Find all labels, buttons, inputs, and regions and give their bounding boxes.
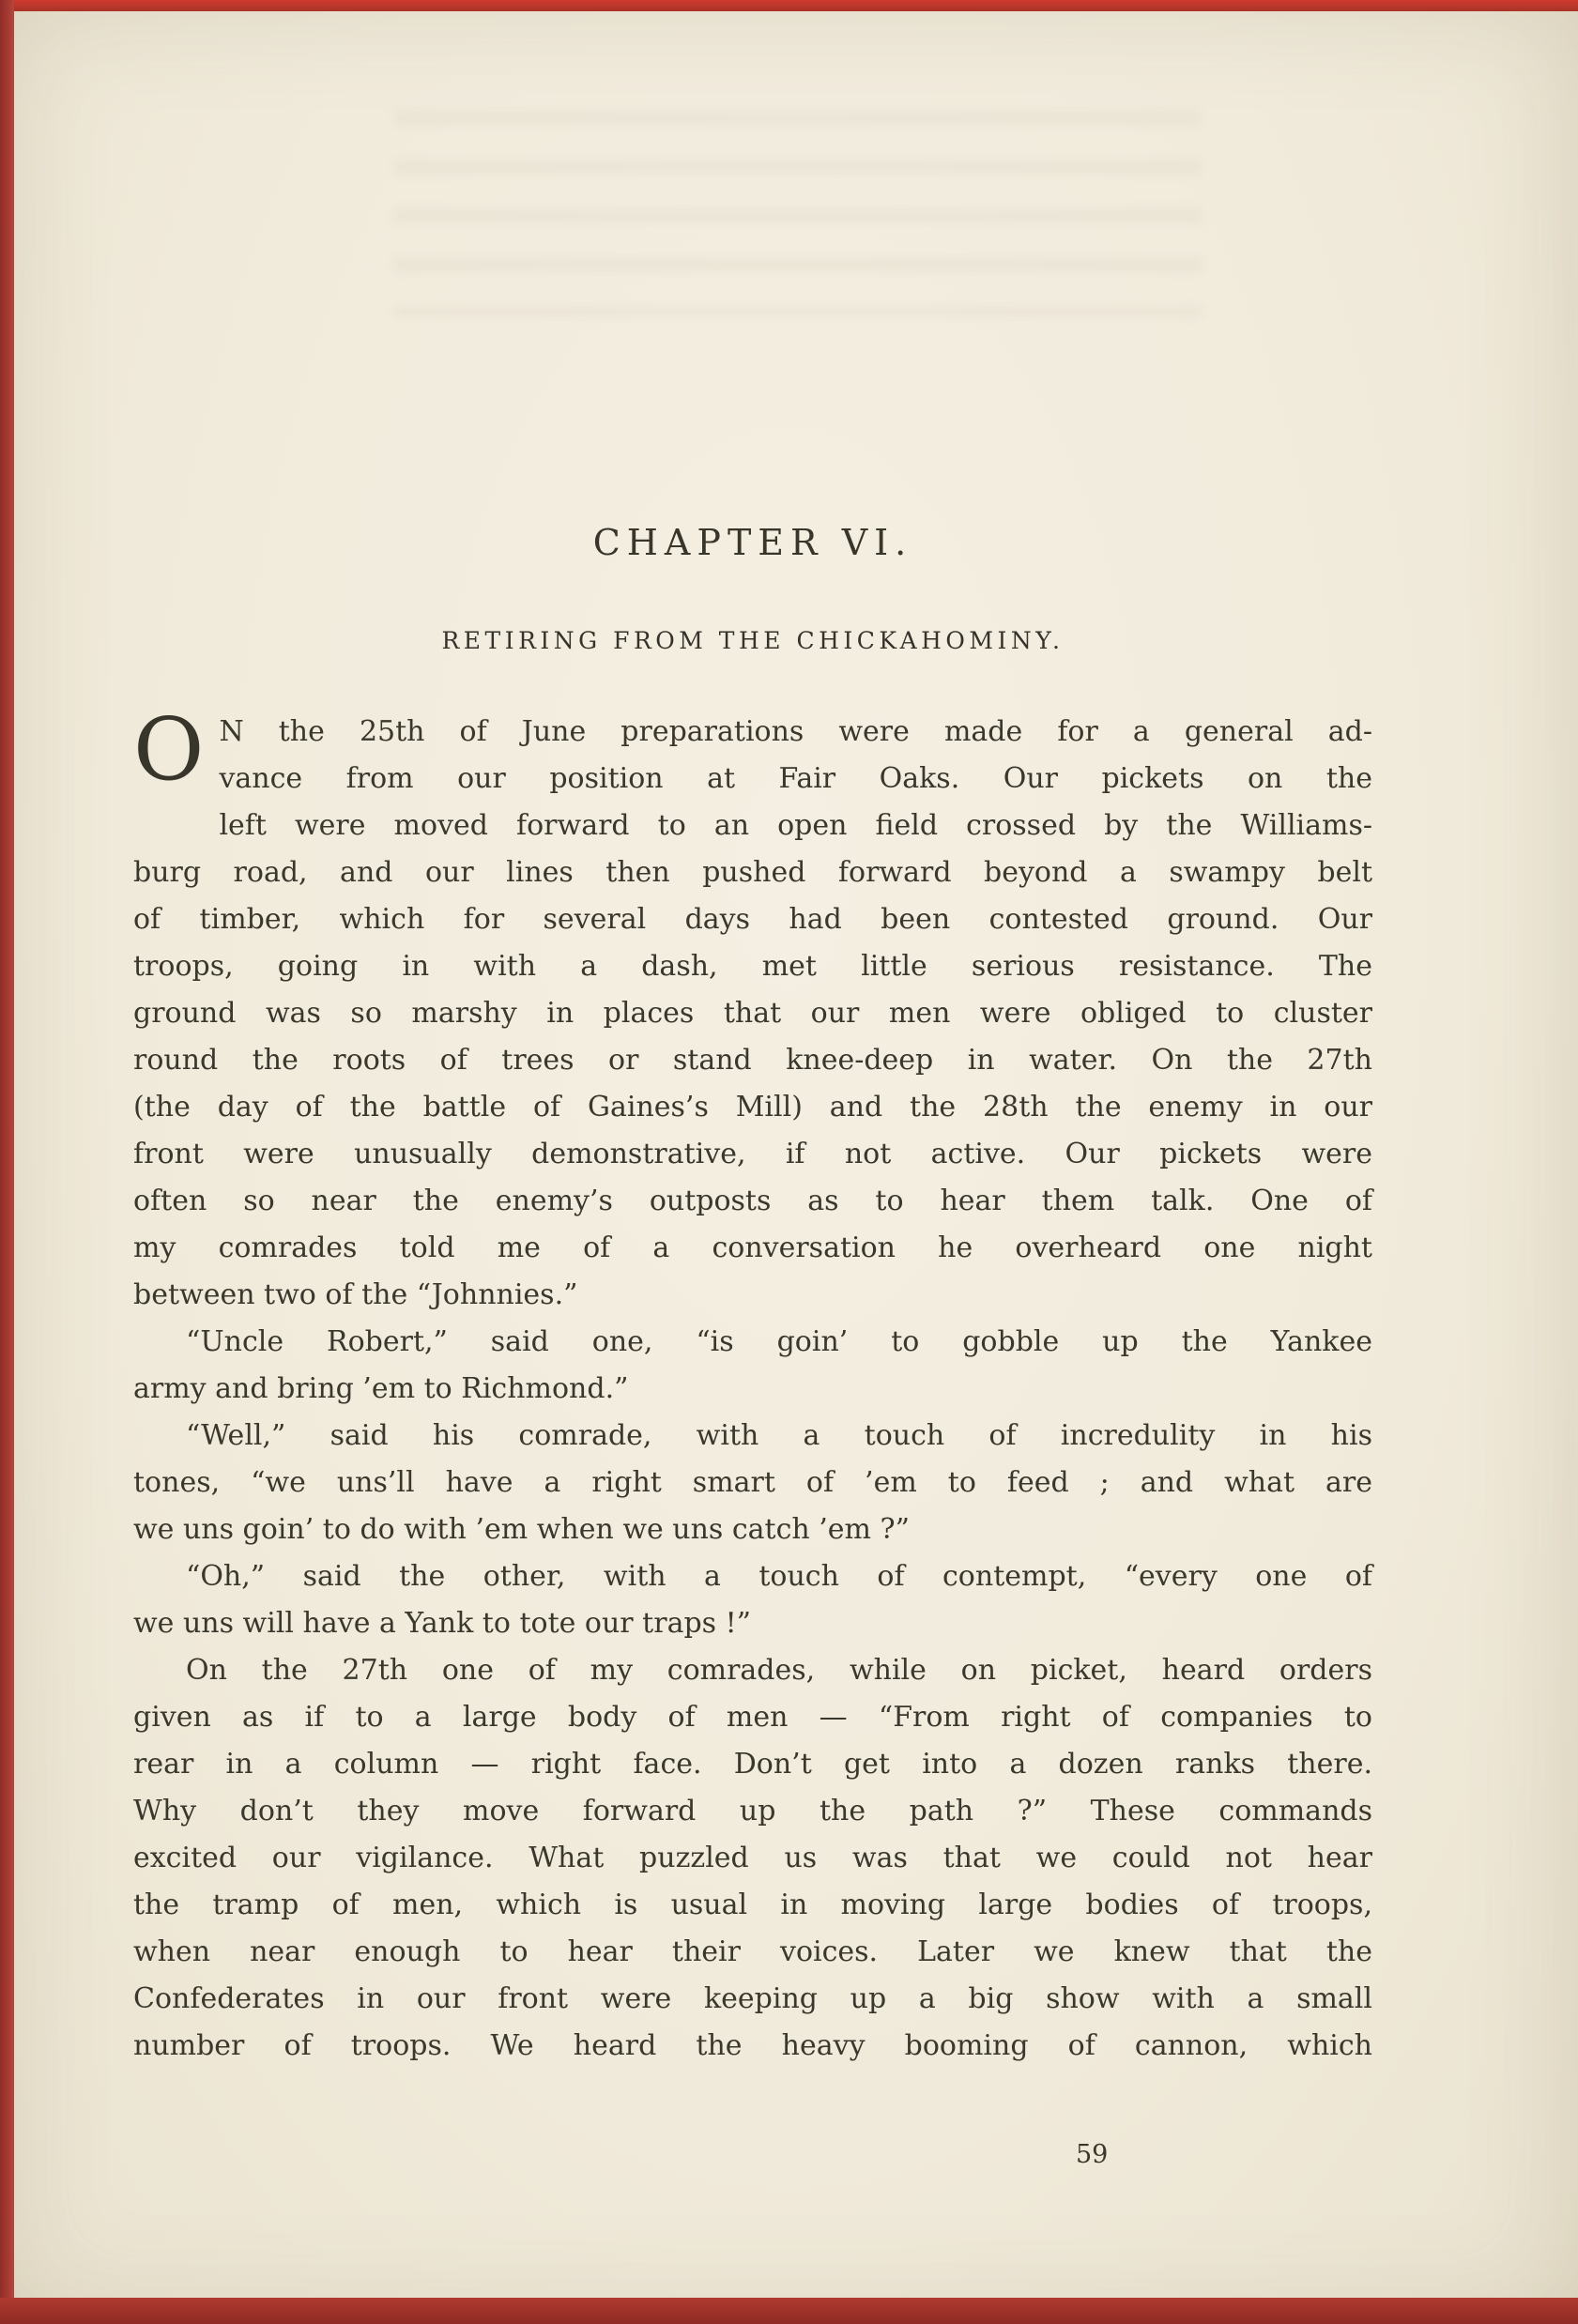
text-line: “Uncle Robert,” said one, “is goin’ to gobble up the Yankee <box>186 1325 1372 1358</box>
text-line: my comrades told me of a conversation he overheard one night <box>133 1231 1372 1264</box>
text-line: number of troops. We heard the heavy booming of cannon, which <box>133 2029 1372 2062</box>
chapter-heading: CHAPTER VI. <box>592 522 913 563</box>
page-content <box>133 0 1372 2070</box>
text-line: the tramp of men, which is usual in moving large bodies of troops, <box>133 1888 1372 1921</box>
book-cover-edge-top <box>0 0 1578 11</box>
text-line: front were unusually demonstrative, if not active. Our pickets were <box>133 1138 1372 1170</box>
text-line: vance from our position at Fair Oaks. Our pickets on the <box>219 762 1372 795</box>
text-line: often so near the enemy’s outposts as to hear them talk. One of <box>133 1185 1372 1217</box>
text-line: given as if to a large body of men — “From right of companies to <box>133 1701 1372 1734</box>
text-line: of timber, which for several days had been contested ground. Our <box>133 903 1372 936</box>
text-line: tones, “we uns’ll have a right smart of ’em to feed ; and what are <box>133 1466 1372 1499</box>
text-line: Why don’t they move forward up the path ?” These commands <box>133 1795 1372 1827</box>
text-line: “Oh,” said the other, with a touch of contempt, “every one of <box>186 1560 1372 1593</box>
text-line: burg road, and our lines then pushed forward beyond a swampy belt <box>133 856 1372 889</box>
text-line: On the 27th one of my comrades, while on picket, heard orders <box>186 1654 1372 1687</box>
page-number: 59 <box>1076 2140 1109 2169</box>
text-line: ground was so marshy in places that our men were obliged to cluster <box>133 997 1372 1030</box>
text-line: between two of the “Johnnies.” <box>133 1278 578 1311</box>
text-line: “Well,” said his comrade, with a touch of incredulity in his <box>186 1419 1372 1452</box>
text-line: (the day of the battle of Gaines’s Mill) and the 28th the enemy in our <box>133 1091 1372 1124</box>
paragraph <box>133 1319 1372 1413</box>
paragraph <box>133 1553 1372 1647</box>
text-line: rear in a column — right face. Don’t get into a dozen ranks there. <box>133 1748 1372 1781</box>
text-line: when near enough to hear their voices. Later we knew that the <box>133 1935 1372 1968</box>
book-cover-edge-left <box>0 0 14 2324</box>
text-line: army and bring ’em to Richmond.” <box>133 1372 629 1405</box>
paragraph <box>133 699 1372 1319</box>
text-line: troops, going in with a dash, met little serious resistance. The <box>133 950 1372 983</box>
drop-cap: O <box>133 699 205 800</box>
paragraph <box>133 1647 1372 2070</box>
paragraph <box>133 1413 1372 1553</box>
text-line: Confederates in our front were keeping up a big show with a small <box>133 1982 1372 2015</box>
text-line: N the 25th of June preparations were made for a general ad- <box>219 715 1372 748</box>
text-line: we uns goin’ to do with ’em when we uns catch ’em ?” <box>133 1513 910 1546</box>
text-line: excited our vigilance. What puzzled us was that we could not hear <box>133 1842 1372 1874</box>
book-cover-edge-bottom <box>0 2298 1578 2324</box>
body-text <box>133 699 1372 2070</box>
text-line: left were moved forward to an open field crossed by the Williams- <box>219 809 1372 842</box>
section-title: RETIRING FROM THE CHICKAHOMINY. <box>441 627 1065 654</box>
text-line: round the roots of trees or stand knee-deep in water. On the 27th <box>133 1044 1372 1077</box>
text-line: we uns will have a Yank to tote our traps !” <box>133 1607 751 1640</box>
